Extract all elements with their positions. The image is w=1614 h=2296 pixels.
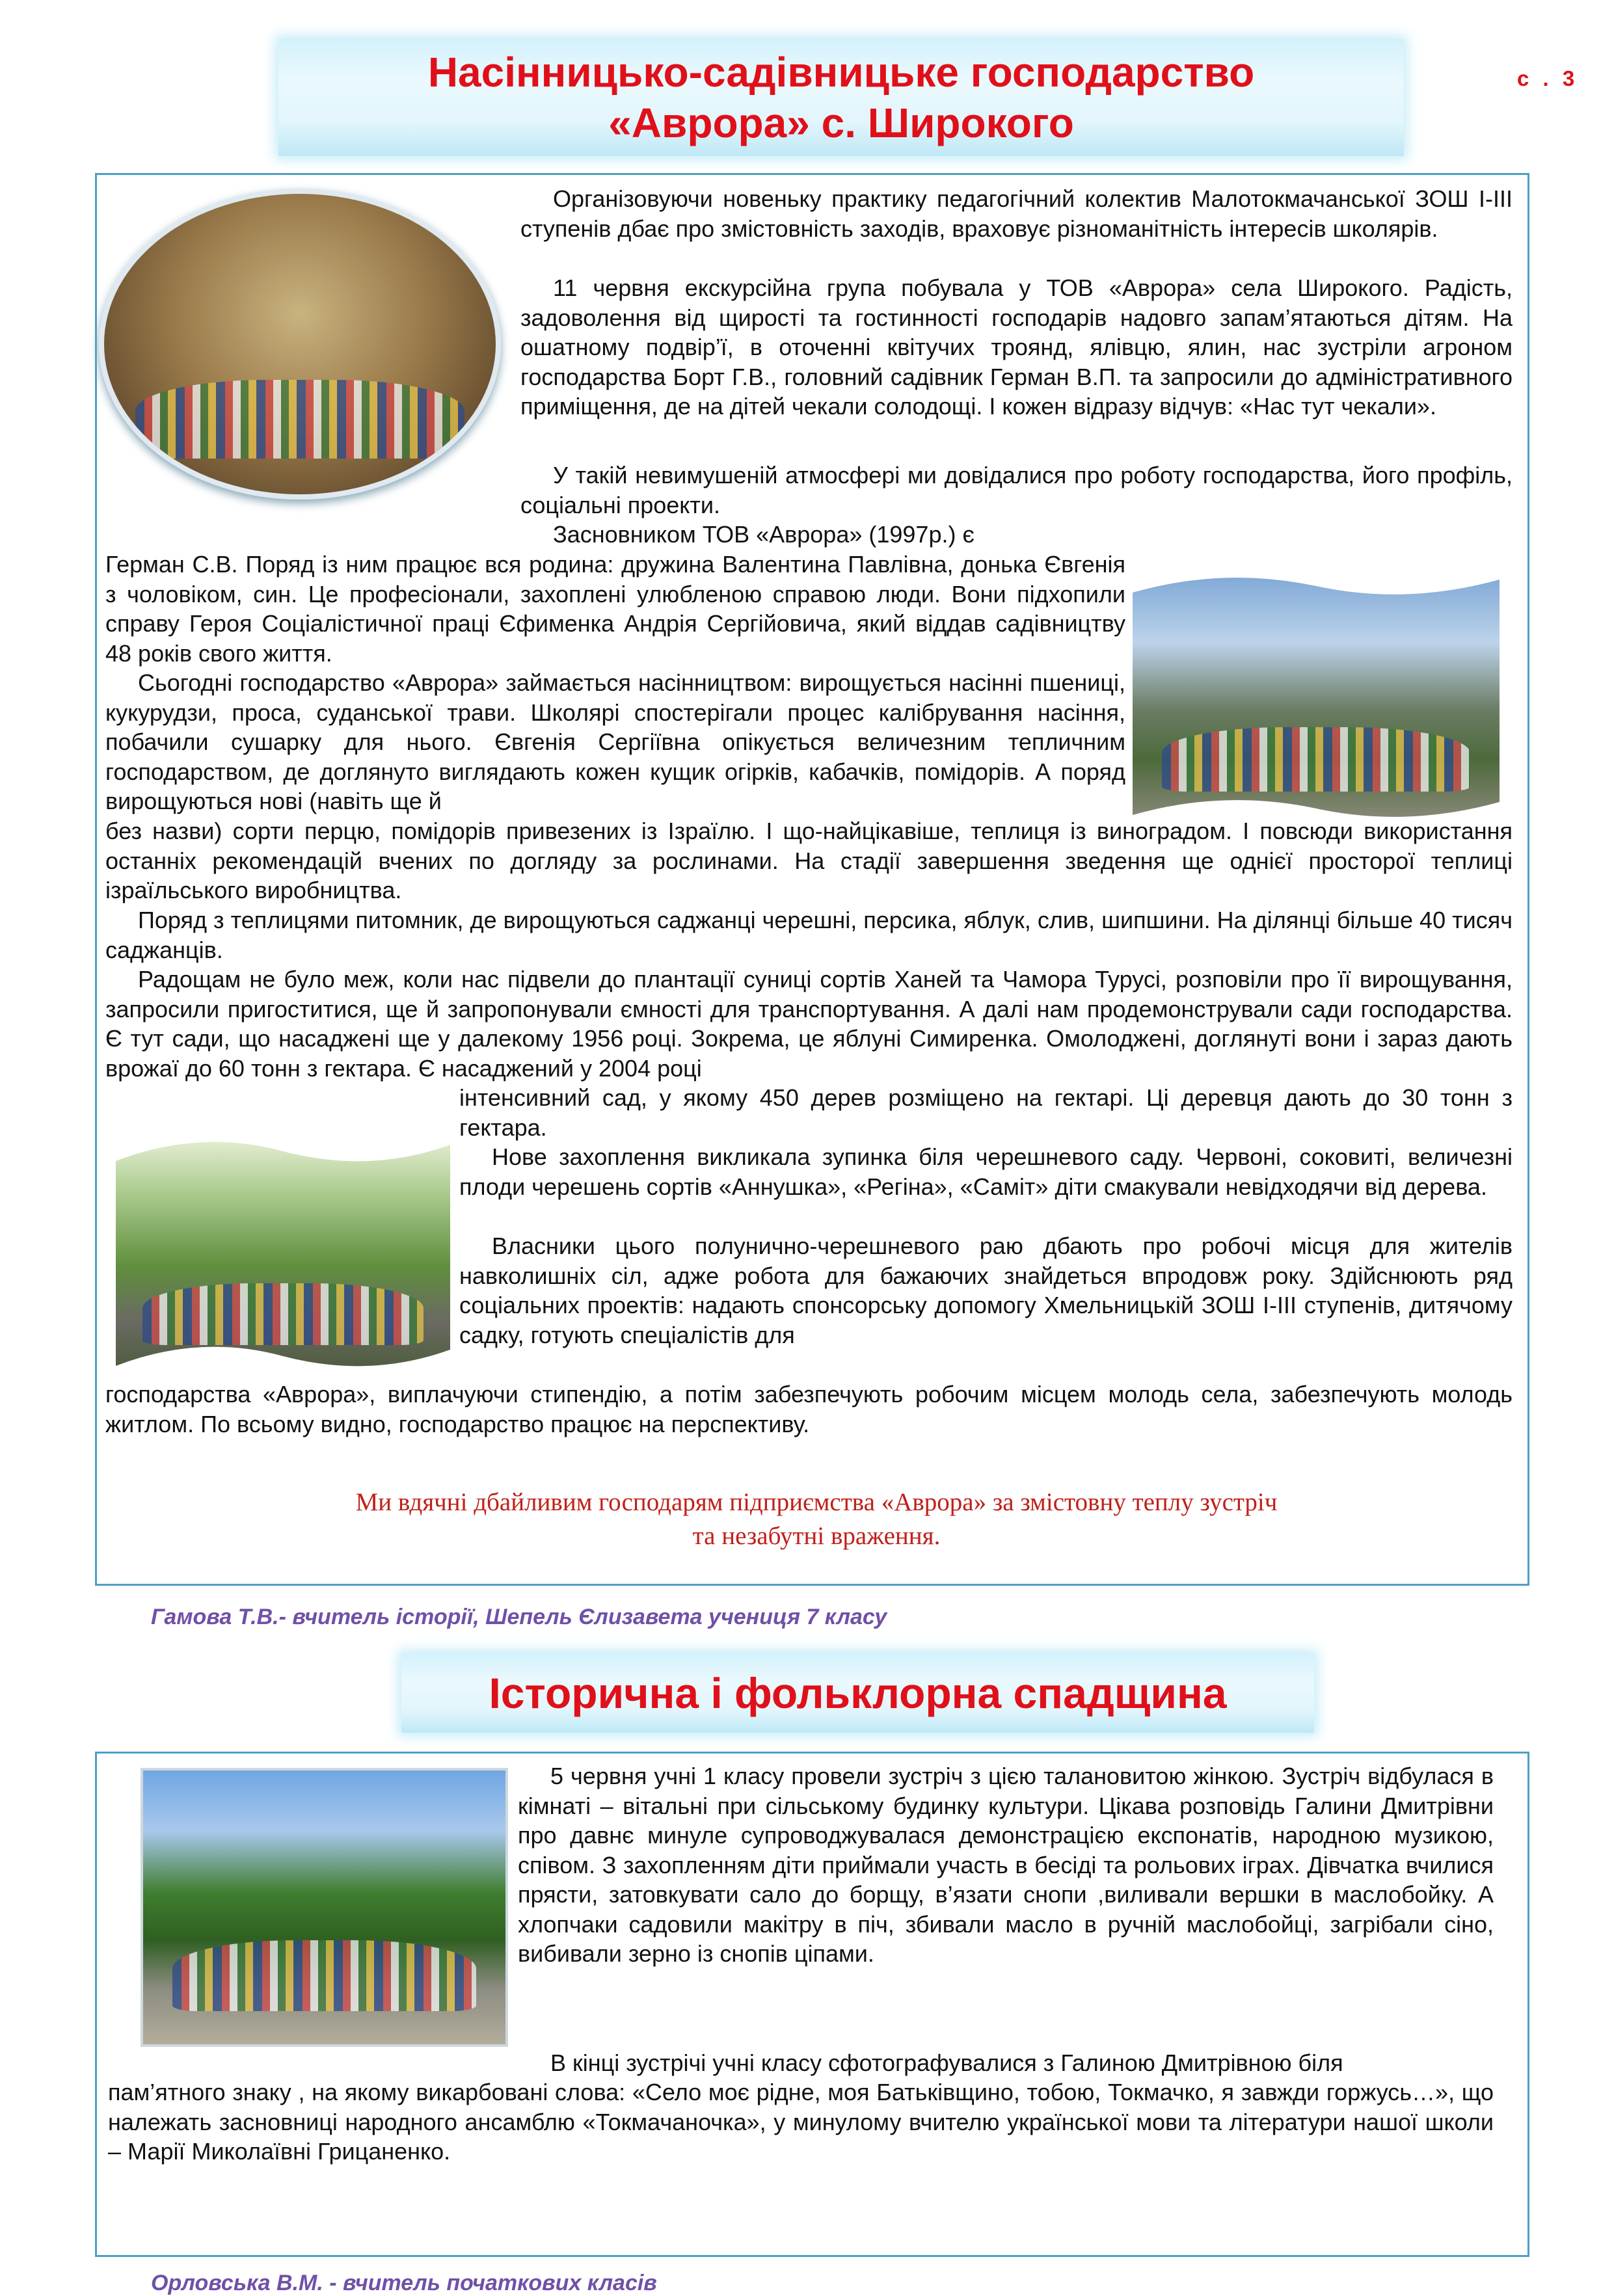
article-paragraph: Поряд з теплицями питомник, де вирощуються саджанці черешні, персика, яблук, слив, шипшини. На ділянці більше 40 тисяч саджанців. xyxy=(105,907,1513,963)
article-paragraph: Сьогодні господарство «Аврора» займається насінництвом: вирощується насінні пшениці, кукурудзи, проса, суданської трави. Школярі спостерігали процес калібрування насіння, побачили сушарку для нього. Євгенія Сергіївна опікується величезним тепличним господарством, де доглянуто виглядають кожен кущик огірків, кабачків, помідорів. А поряд вирощуються нові (навіть ще й xyxy=(105,669,1125,814)
article-paragraph: Нове захоплення викликала зупинка біля черешневого саду. Червоні, соковиті, величезні плоди черешень сортів «Аннушка», «Регіна», «Саміт» діти смакували невідходячи від дерева. xyxy=(459,1143,1513,1200)
orchard-photo xyxy=(116,1135,450,1374)
thanks-line-2: та незабутні враження. xyxy=(692,1522,941,1550)
article-title-line-1: Насінницько-садівницьке господарство xyxy=(427,49,1255,96)
dryer-photo xyxy=(1133,573,1500,821)
article-paragraph: Організовуючи новеньку практику педагогічний колектив Малотокмачанської ЗОШ І-ІІІ ступенів дбає про змістовність заходів, враховує різноманітність інтересів школярів. xyxy=(520,185,1513,242)
photo-people xyxy=(142,1283,424,1345)
photo-people xyxy=(135,380,464,458)
article-paragraph: Власники цього полунично-черешневого раю дбають про робочі місця для жителів навколишніх сіл, адже робота для бажаючих знайдеться впродовж року. Здійснюють ряд соціальних проектів: надають спонсорську допомогу Хмельницькій ЗОШ І-ІІІ ступенів, дитячому садку, готують спеціалістів для xyxy=(459,1233,1513,1348)
thanks-note xyxy=(195,1486,1438,1553)
article-paragraph: пам’ятного знаку , на якому викарбовані слова: «Село моє рідне, моя Батьківщино, тобою, Токмачко, я завжди горжусь…», що належать засновниці народного ансамблю «Токмачаночка», у минулому вчителю української мови та літератури нашої школи – Марії Миколаївні Грицаненко. xyxy=(108,2079,1494,2165)
article-paragraph: інтенсивний сад, у якому 450 дерев розміщено на гектарі. Ці деревця дають до 30 тонн з гектара. xyxy=(459,1084,1513,1141)
article-author: Орловська В.М. - вчитель початкових класів xyxy=(151,2271,657,2295)
photo-people xyxy=(1162,727,1470,792)
article-paragraph: 11 червня екскурсійна група побувала у ТОВ «Аврора» села Широкого. Радість, задоволення від щирості та гостинності господарів надовго запам’ятаються дітям. На ошатному подвір’ї, в оточенні квітучих троянд, ялівцю, ялин, нас зустріли агроном господарства Борт Г.В., головний садівник Герман В.П. та запросили до адміністративного приміщення, де на дітей чекали солодощі. І кожен відразу відчув: «Нас тут чекали». xyxy=(520,274,1513,420)
article-author: Гамова Т.В.- вчитель історії, Шепель Єлизавета учениця 7 класу xyxy=(151,1605,887,1629)
article-paragraph: У такій невимушеній атмосфері ми довідалися про роботу господарства, його профіль, соціальні проекти. xyxy=(520,462,1513,518)
article-paragraph: Герман С.В. Поряд із ним працює вся родина: дружина Валентина Павлівна, донька Євгенія з чоловіком, син. Це професіонали, захоплені улюбленою справою люди. Вони підхопили справу Героя Соціалістичної праці Єфименка Андрія Сергійовича, який віддав садівництву 48 років свого життя. xyxy=(105,551,1125,667)
article-title-banner xyxy=(278,39,1404,156)
page-number: с . 3 xyxy=(1517,66,1579,90)
photo-people xyxy=(172,1940,477,2011)
article-paragraph: Засновником ТОВ «Аврора» (1997р.) є xyxy=(553,521,975,548)
thanks-line-1: Ми вдячні дбайливим господарям підприємства «Аврора» за змістовну теплу зустріч xyxy=(355,1488,1278,1516)
article-title-line-2: «Аврора» с. Широкого xyxy=(608,100,1074,146)
article-paragraph: без назви) сорти перцю, помідорів привезених із Ізраїлю. І що-найцікавіше, теплиця із виноградом. І повсюди використання останніх рекомендацій вчених по догляду за рослинами. На стадії завершення зведення ще однієї просторої теплиці ізраїльського виробництва. xyxy=(105,818,1513,903)
group-photo-oval xyxy=(99,189,501,500)
memorial-group-photo xyxy=(141,1768,508,2047)
article-paragraph: господарства «Аврора», виплачуючи стипендію, а потім забезпечують робочим місцем молодь села, забезпечують молодь житлом. По всьому видно, господарство працює на перспективу. xyxy=(105,1381,1513,1437)
article-paragraph: Радощам не було меж, коли нас підвели до плантації суниці сортів Ханей та Чамора Турусі, розповіли про її вирощування, запросили пригоститися, ще й запропонували ємності для транспортування. А далі нам продемонстрували сади господарства. Є тут сади, що насаджені ще у далекому 1956 році. Зокрема, це яблуні Симиренка. Омолоджені, доглянуті вони і зараз дають врожаї до 60 тонн з гектара. Є насаджений у 2004 році xyxy=(105,966,1513,1082)
article-paragraph: 5 червня учні 1 класу провели зустріч з цією талановитою жінкою. Зустріч відбулася в кімнаті – вітальні при сільському будинку культури. Цікава розповідь Галини Дмитрівни про давнє минуле супроводжувалася демонстрацією експонатів, народною музикою, співом. З захопленням діти приймали участь в бесіді та рольових іграх. Дівчатка вчилися прясти, затовкувати сало до борщу, в’язати снопи ,виливали вершки в маслобойку. А хлопчаки садовили макітру в піч, збивали масло в ручній маслобойці, загрібали сіно, вибивали зерно із снопів ціпами. xyxy=(518,1763,1494,1967)
article-title-banner: Історична і фольклорна спадщина xyxy=(401,1653,1314,1733)
article-paragraph: В кінці зустрічі учні класу сфотографувалися з Галиною Дмитрівною біля xyxy=(550,2049,1343,2076)
